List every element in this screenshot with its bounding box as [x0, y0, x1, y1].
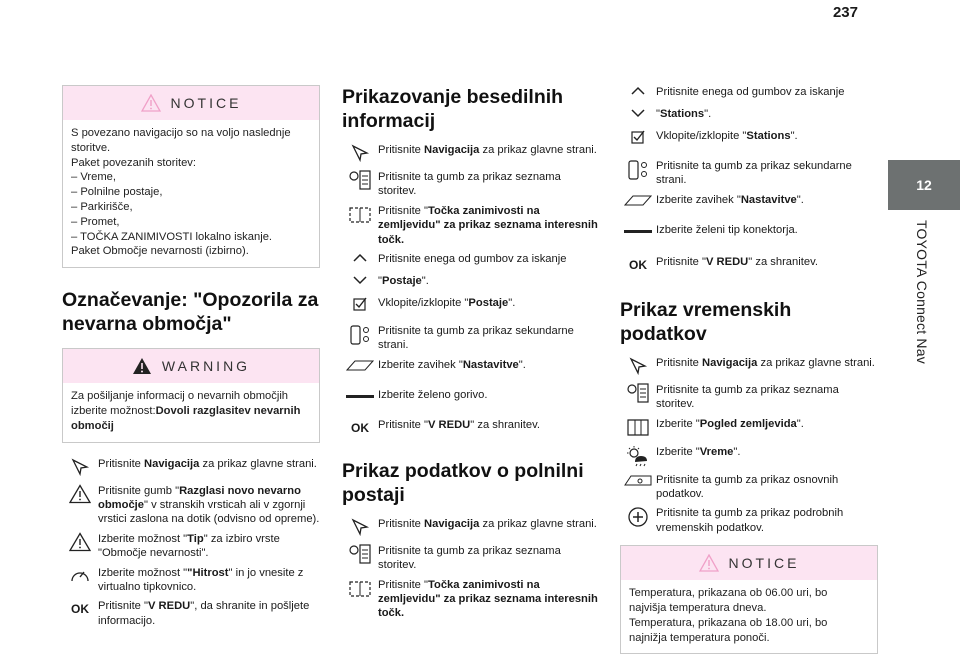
step-fuel	[342, 388, 600, 410]
step-ok	[342, 418, 600, 443]
section-heading: Prikazovanje besedilnih informacij	[342, 86, 564, 132]
step-text: Izberite "Pogled zemljevida".	[656, 417, 804, 430]
step-search-b	[620, 107, 878, 129]
step-toggle	[342, 296, 600, 318]
notice-body	[621, 580, 877, 653]
step-text: Pritisnite ta gumb za prikaz sekundarne strani.	[656, 160, 852, 187]
secondary-page-icon	[342, 324, 378, 346]
step-text: Pritisnite Navigacija za prikaz glavne strani.	[378, 517, 597, 530]
step-ok	[62, 599, 320, 628]
caution-triangle-icon	[699, 554, 719, 572]
section-heading: Označevanje: "Opozorila za nevarna območja"	[62, 289, 319, 336]
navigation-arrow-icon	[342, 517, 378, 539]
caution-triangle-icon	[141, 94, 161, 112]
notice-line: storitve.	[71, 141, 111, 154]
step-text: Pritisnite ta gumb za prikaz seznama storitev.	[378, 544, 561, 572]
secondary-page-icon	[620, 159, 656, 181]
notice-line: – TOČKA ZANIMIVOSTI lokalno iskanje.	[71, 230, 273, 243]
column-1	[62, 85, 320, 633]
chevron-down-icon	[620, 107, 656, 129]
step-text: Pritisnite ta gumb za prikaz seznama storitev.	[656, 383, 839, 411]
step-text: Pritisnite "V REDU", da shranite in pošljete informacijo.	[98, 600, 310, 627]
step-declare-zone	[62, 484, 320, 527]
step-navigation	[342, 517, 600, 539]
notice-line: S povezano navigacijo so na voljo naslednje	[71, 127, 291, 139]
notice-line: – Promet,	[71, 215, 120, 228]
step-map-view	[620, 417, 878, 439]
step-search-b	[342, 274, 600, 296]
notice-line: – Vreme,	[71, 171, 116, 184]
step-settings-tab	[342, 358, 600, 380]
step-navigation	[342, 143, 600, 165]
warning-triangle-icon	[62, 484, 98, 506]
warning-box	[62, 348, 320, 442]
ok-button[interactable]: OK	[351, 420, 369, 435]
step-text: Pritisnite Navigacija za prikaz glavne strani.	[656, 356, 875, 369]
step-text: Pritisnite "Točka zanimivosti na zemljevidu" za prikaz seznama interesnih točk.	[378, 578, 598, 620]
section-heading: Prikaz vremenskih podatkov	[620, 298, 792, 345]
step-text: Pritisnite enega od gumbov za iskanje	[656, 86, 845, 98]
column-3	[620, 85, 878, 668]
chapter-tab[interactable]: 12	[888, 160, 960, 210]
step-text: Pritisnite ta gumb za prikaz osnovnih podatkov.	[656, 473, 839, 501]
chevron-up-icon	[342, 252, 378, 274]
notice-box	[62, 85, 320, 268]
notice-line: Paket povezanih storitev:	[71, 156, 196, 169]
warning-title: WARNING	[161, 358, 251, 375]
plus-circle-icon	[620, 506, 656, 528]
warning-triangle-icon	[62, 532, 98, 554]
ok-button[interactable]: OK	[71, 602, 89, 617]
step-text: Pritisnite Navigacija za prikaz glavne strani.	[378, 144, 597, 156]
step-settings-tab	[620, 193, 878, 215]
notice-line: najvišja temperatura dneva.	[629, 602, 767, 615]
notice-line: najnižja temperatura ponoči.	[629, 631, 770, 644]
step-text: Izberite možnost ""Hitrost" in jo vnesite z virtualno tipkovnico.	[98, 566, 304, 593]
step-secondary-page	[620, 159, 878, 188]
navigation-arrow-icon	[62, 457, 98, 479]
step-text: Pritisnite ta gumb za prikaz podrobnih vremenskih podatkov.	[656, 507, 844, 534]
step-search	[620, 85, 878, 107]
checkbox-icon	[620, 129, 656, 151]
chevron-up-icon	[620, 85, 656, 107]
step-poi	[342, 204, 600, 247]
chapter-side-label: TOYOTA Connect Nav	[914, 220, 930, 364]
tab-icon	[342, 358, 378, 380]
weather-tab-icon	[620, 473, 656, 495]
warning-option: Dovoli razglasitev nevarnih območij	[71, 404, 301, 432]
step-poi	[342, 578, 600, 621]
warning-triangle-icon	[132, 357, 152, 375]
fuel-selector-icon	[342, 388, 378, 410]
connector-selector-icon	[620, 223, 656, 245]
services-list-icon	[620, 383, 656, 405]
map-icon	[620, 417, 656, 439]
notice-title: NOTICE	[170, 95, 242, 111]
step-services	[342, 544, 600, 573]
step-text: Pritisnite ta gumb za prikaz seznama storitev.	[378, 171, 561, 198]
step-weather	[620, 445, 878, 467]
tab-icon	[620, 193, 656, 215]
step-text: Pritisnite enega od gumbov za iskanje	[378, 253, 567, 266]
step-text: Vklopite/izklopite "Stations".	[656, 130, 798, 142]
step-text: Izberite želeni tip konektorja.	[656, 223, 798, 236]
checkbox-icon	[342, 296, 378, 318]
step-search	[342, 252, 600, 274]
step-navigation	[62, 457, 320, 479]
ok-button[interactable]: OK	[629, 257, 647, 272]
step-services	[620, 383, 878, 412]
notice-box	[620, 545, 878, 654]
step-text: Izberite zavihek "Nastavitve".	[378, 358, 526, 371]
step-text: Pritisnite ta gumb za prikaz sekundarne strani.	[378, 325, 574, 352]
warning-body	[63, 383, 319, 441]
step-navigation	[620, 356, 878, 378]
step-type	[62, 532, 320, 561]
step-text: Izberite "Vreme".	[656, 445, 741, 458]
step-text: "Stations".	[656, 108, 712, 120]
navigation-arrow-icon	[342, 143, 378, 165]
map-poi-icon	[342, 578, 378, 600]
step-ok	[620, 255, 878, 280]
step-text: "Postaje".	[378, 275, 429, 288]
step-services	[342, 170, 600, 199]
map-poi-icon	[342, 204, 378, 226]
step-connector	[620, 223, 878, 245]
navigation-arrow-icon	[620, 356, 656, 378]
notice-line: – Polnilne postaje,	[71, 186, 163, 199]
warning-header	[63, 349, 319, 383]
step-text: Pritisnite "V REDU" za shranitev.	[656, 255, 818, 268]
notice-line: Temperatura, prikazana ob 18.00 uri, bo	[629, 616, 828, 629]
services-list-icon	[342, 544, 378, 566]
notice-line: Paket Območje nevarnosti (izbirno).	[71, 245, 249, 258]
speedometer-icon	[62, 566, 98, 588]
step-secondary-page	[342, 324, 600, 353]
step-basic-data	[620, 473, 878, 502]
column-2	[342, 85, 600, 626]
services-list-icon	[342, 170, 378, 192]
notice-line: – Parkirišče,	[71, 200, 133, 213]
notice-body	[63, 120, 319, 267]
notice-header	[621, 546, 877, 580]
step-toggle	[620, 129, 878, 151]
weather-icon	[620, 445, 656, 467]
step-detailed-data	[620, 506, 878, 535]
step-text: Izberite zavihek "Nastavitve".	[656, 193, 804, 206]
warning-text: Za pošiljanje informacij o nevarnih območjih izberite možnost:	[71, 390, 289, 417]
step-speed	[62, 566, 320, 595]
step-text: Vklopite/izklopite "Postaje".	[378, 297, 516, 310]
notice-header	[63, 86, 319, 120]
step-text: Izberite možnost "Tip" za izbiro vrste "Območje nevarnosti".	[98, 532, 280, 560]
step-text: Pritisnite "Točka zanimivosti na zemljevidu" za prikaz seznama interesnih točk.	[378, 204, 598, 246]
section-heading: Prikaz podatkov o polnilni postaji	[342, 459, 584, 506]
step-text: Pritisnite "V REDU" za shranitev.	[378, 418, 540, 431]
notice-line: Temperatura, prikazana ob 06.00 uri, bo	[629, 587, 828, 600]
chevron-down-icon	[342, 274, 378, 296]
step-text: Pritisnite gumb "Razglasi novo nevarno območje" v stranskih vrsticah ali v zgornji vrstici zaslona na dotik (odvisno od opreme).	[98, 484, 320, 526]
step-text: Pritisnite Navigacija za prikaz glavne strani.	[98, 457, 317, 470]
notice-title: NOTICE	[728, 555, 800, 572]
step-text: Izberite želeno gorivo.	[378, 388, 488, 401]
page-number: 237	[832, 4, 858, 21]
